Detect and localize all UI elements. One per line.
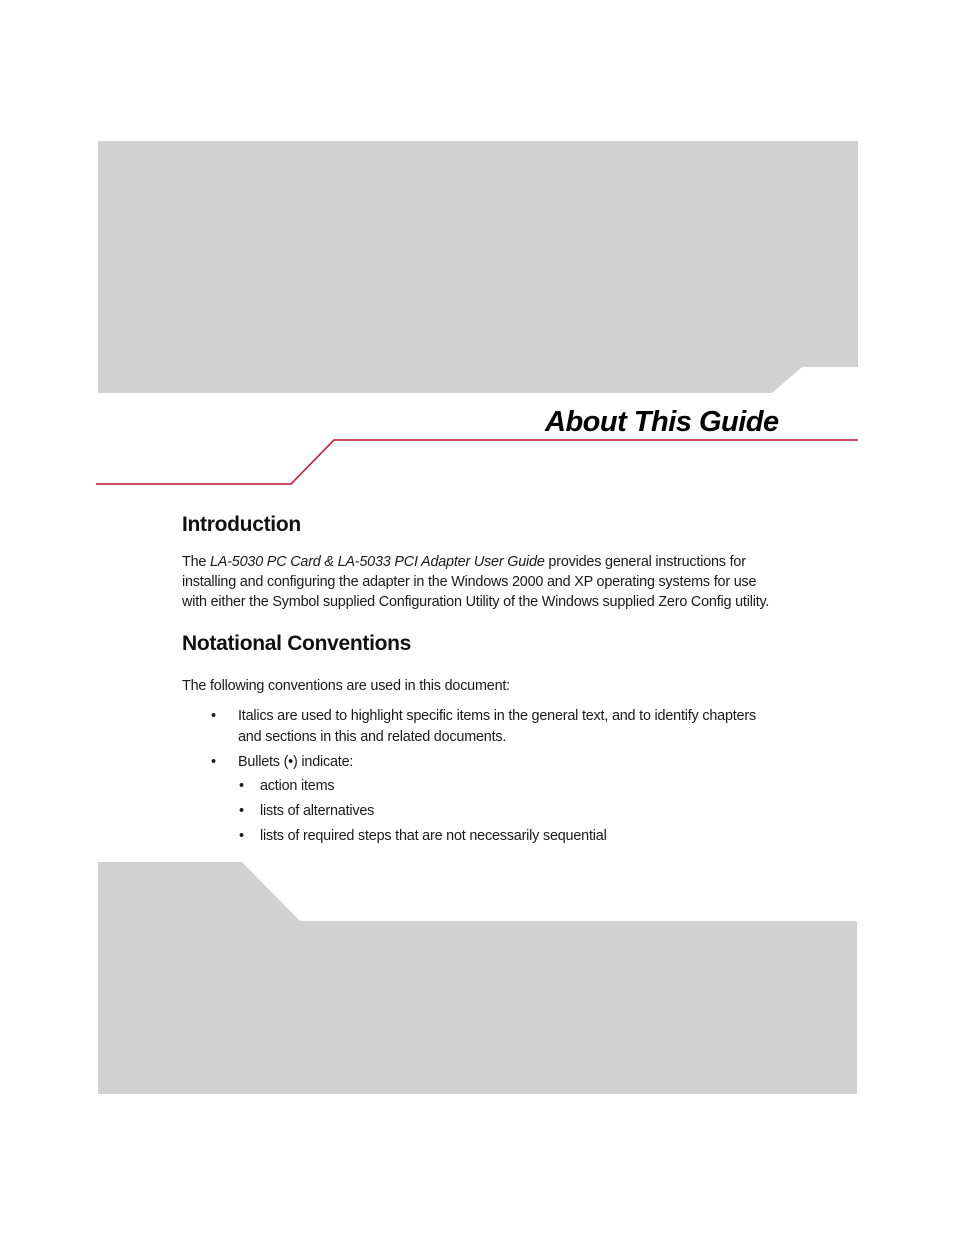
introduction-paragraph <box>182 552 782 612</box>
sub-list-item <box>237 776 782 797</box>
sub-list <box>237 776 782 847</box>
chapter-title-rule <box>96 440 858 484</box>
sub-list-item-text: lists of alternatives <box>260 803 375 819</box>
conventions-list <box>211 706 782 847</box>
list-item <box>211 706 782 748</box>
bullet-icon: • <box>211 708 216 724</box>
bullet-icon: • <box>239 828 244 844</box>
sub-list-item-text: lists of required steps that are not necessarily sequential <box>260 828 607 844</box>
sub-list-item-text: action items <box>260 778 335 794</box>
bullet-icon: • <box>239 778 244 794</box>
intro-text-after: provides general instructions for installing and configuring the adapter in the Windows 2000 and XP operating systems for use with either the Symbol supplied Configuration Utility of the Windows supplied Zero Config utility. <box>182 554 770 610</box>
notational-conventions-heading: Notational Conventions <box>182 632 412 655</box>
bullet-icon: • <box>239 803 244 819</box>
intro-text-before: The <box>182 554 210 570</box>
sub-list-item <box>237 801 782 822</box>
bottom-gray-panel <box>98 862 857 1094</box>
list-item <box>211 752 782 847</box>
list-item-text: Italics are used to highlight specific items in the general text, and to identify chapters and sections in this and related documents. <box>238 708 756 745</box>
page-content <box>182 510 782 851</box>
sub-list-item <box>237 826 782 847</box>
top-gray-panel <box>98 141 858 393</box>
chapter-title: About This Guide <box>545 406 779 438</box>
list-item-text: Bullets (•) indicate: <box>238 754 354 770</box>
guide-title-italic: LA-5030 PC Card & LA-5033 PCI Adapter User Guide <box>210 554 545 570</box>
introduction-heading: Introduction <box>182 513 301 536</box>
conventions-lead-paragraph: The following conventions are used in this document: <box>182 678 510 694</box>
bullet-icon: • <box>211 754 216 770</box>
